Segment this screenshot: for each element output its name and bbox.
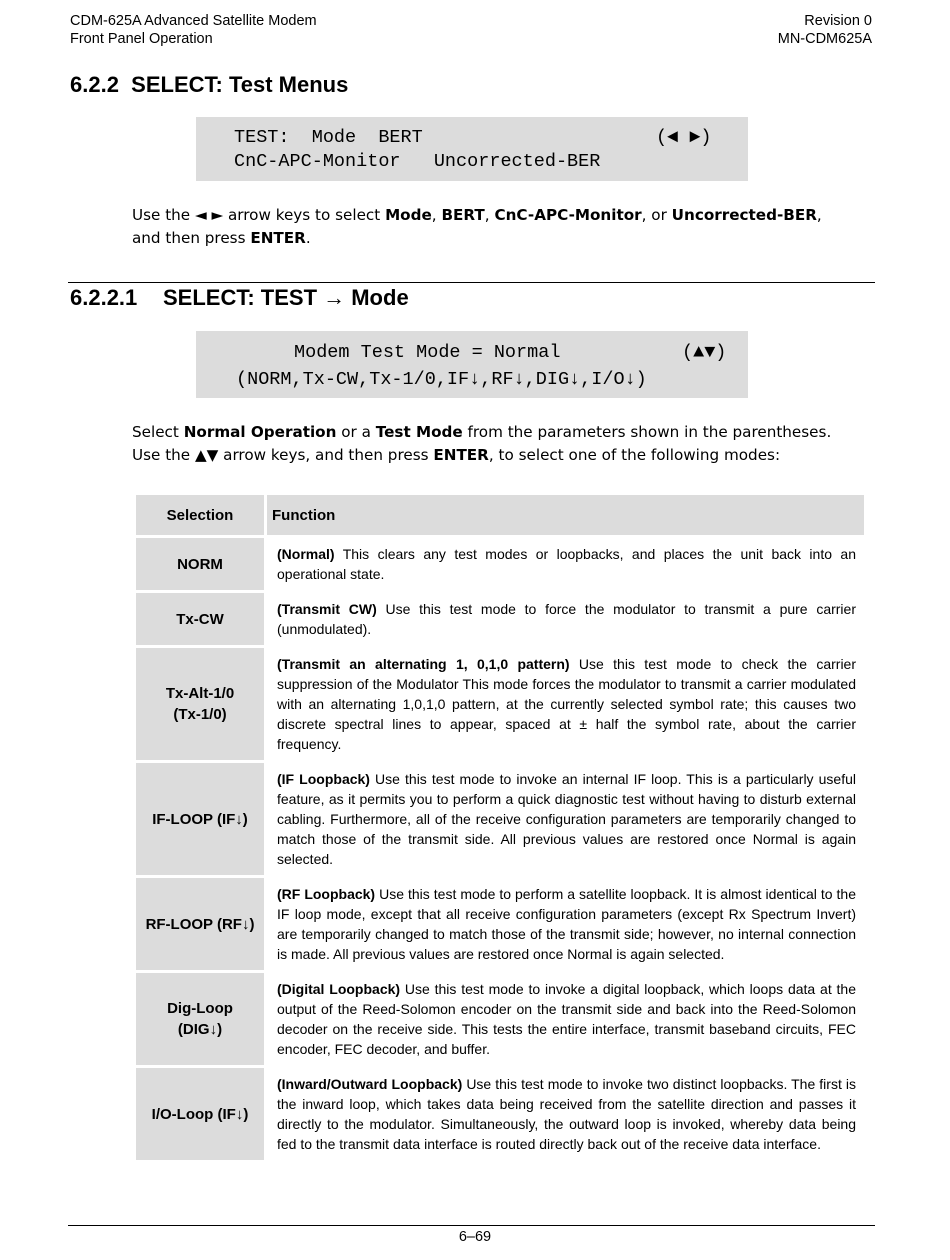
function-description: This clears any test modes or loopbacks, and places the unit back into an operational state. <box>277 546 856 582</box>
text-bold: Uncorrected-BER <box>671 206 817 224</box>
text: , or <box>641 206 672 224</box>
function-name: (RF Loopback) <box>277 886 376 902</box>
function-description: Use this test mode to perform a satellite loopback. It is almost identical to the IF loop mode, except that all receive configuration parameters (except Rx Spectrum Invert) are temporarily changed to match those of the transmit side; however, no internal connection is made. All previous values are restored once Normal is again selected. <box>277 886 856 962</box>
selection-label-alt: (Tx-1/0) <box>173 706 227 723</box>
text-bold: ENTER <box>250 229 306 247</box>
test-mode-table <box>133 492 867 1163</box>
selection-label: I/O-Loop (IF↓) <box>151 1105 249 1123</box>
section-number: 6.2.2 <box>70 72 119 97</box>
selection-cell <box>136 1068 264 1160</box>
text-bold: CnC-APC-Monitor <box>494 206 642 224</box>
selection-label: NORM <box>177 555 223 573</box>
table-row <box>136 1068 864 1160</box>
selection-label: Dig-Loop <box>167 1000 233 1017</box>
selection-label-alt: (DIG↓) <box>177 1021 223 1038</box>
text: . <box>305 229 311 247</box>
function-cell <box>267 538 864 590</box>
function-description: Use this test mode to invoke an internal IF loop. This is a particularly useful feature, as it permits you to perform a quick diagnostic test without having to disturb external cabling. Furthermore, all of the receive configuration parameters are temporarily changed to match those of the transmit side. All previous values are restored once Normal is again selected. <box>277 771 856 867</box>
footer-divider <box>68 1225 875 1226</box>
lcd-line-2: (NORM,Tx-CW,Tx-1/0,IF↓,RF↓,DIG↓,I/O↓) <box>236 369 647 390</box>
text-bold: Normal Operation <box>183 423 337 441</box>
lcd-line-1: TEST: Mode BERT <box>234 127 423 148</box>
lcd-display-test-menu <box>196 117 748 181</box>
subsection-number: 6.2.2.1 <box>70 285 138 310</box>
manual-number: MN-CDM625A <box>777 31 872 47</box>
section-divider <box>68 282 875 283</box>
selection-label: IF-LOOP (IF↓) <box>152 810 248 828</box>
function-description: Use this test mode to check the carrier suppression of the Modulator This mode forces the modulator to transmit a carrier modulated with an alternating 1,0,1,0 pattern, at the currently selected symbol rate; this causes two discrete spectral lines to appear, spaced at ± half the symbol rate, about the carrier frequency. <box>277 656 856 752</box>
text: from the parameters shown in the parentheses. Use the ▲▼ arrow keys, and then press <box>132 423 832 464</box>
text: , <box>484 206 495 224</box>
table-row <box>136 973 864 1065</box>
table-row <box>136 538 864 590</box>
text-bold: Test Mode <box>375 423 463 441</box>
text-bold: ENTER <box>433 446 489 464</box>
function-cell <box>267 878 864 970</box>
function-cell <box>267 1068 864 1160</box>
intro-paragraph <box>132 204 852 250</box>
table-row <box>136 763 864 875</box>
lcd-up-down-arrows: (▲▼) <box>682 342 727 363</box>
function-cell <box>267 763 864 875</box>
page-number: 6–69 <box>458 1229 492 1245</box>
function-name: (Inward/Outward Loopback) <box>277 1076 463 1092</box>
table-row <box>136 593 864 645</box>
function-name: (IF Loopback) <box>277 771 370 787</box>
function-name: (Transmit CW) <box>277 601 377 617</box>
selection-cell <box>136 763 264 875</box>
function-description: Use this test mode to invoke a digital loopback, which loops data at the output of the Reed-Solomon encoder on the transmit side and back into the Reed-Solomon decoder on the receive side. This tests the entire interface, transmit baseband circuits, FEC encoder, FEC decoder, and buffer. <box>277 981 856 1057</box>
lcd-line-2: CnC-APC-Monitor Uncorrected-BER <box>234 151 601 172</box>
function-cell <box>267 648 864 760</box>
header-right <box>778 12 872 48</box>
lcd-display-test-mode <box>196 331 748 398</box>
text: , <box>431 206 442 224</box>
text-bold: Mode <box>385 206 432 224</box>
column-header-function: Function <box>267 495 864 535</box>
chapter-title: Front Panel Operation <box>70 31 213 47</box>
function-name: (Digital Loopback) <box>277 981 401 997</box>
table-row <box>136 648 864 760</box>
selection-cell <box>136 593 264 645</box>
section-heading <box>70 72 348 98</box>
function-name: (Normal) <box>277 546 335 562</box>
revision: Revision 0 <box>804 13 872 29</box>
text: or a <box>336 423 376 441</box>
text-bold: BERT <box>441 206 485 224</box>
function-cell <box>267 593 864 645</box>
selection-cell <box>136 538 264 590</box>
selection-cell <box>136 973 264 1065</box>
mode-paragraph <box>132 421 852 467</box>
text: Use the ◄ ► arrow keys to select <box>132 206 386 224</box>
lcd-left-right-arrows: (◄ ►) <box>656 127 712 148</box>
function-description: Use this test mode to force the modulator to transmit a pure carrier (unmodulated). <box>277 601 856 637</box>
text: , and then press <box>132 206 822 247</box>
selection-label: RF-LOOP (RF↓) <box>145 915 255 933</box>
table-header-row <box>136 495 864 535</box>
selection-label: Tx-CW <box>176 610 224 628</box>
doc-title: CDM-625A Advanced Satellite Modem <box>70 13 317 29</box>
selection-label: Tx-Alt-1/0 <box>165 685 235 702</box>
selection-cell <box>136 648 264 760</box>
function-description: Use this test mode to invoke two distinct loopbacks. The first is the inward loop, which takes data being received from the satellite direction and passes it directly to the modulator. Simultaneously, the outward loop is invoked, whereby data being fed to the transmit data interface is routed directly back out of the receive data interface. <box>277 1076 856 1152</box>
lcd-line-1: Modem Test Mode = Normal <box>294 342 561 363</box>
function-name: (Transmit an alternating 1, 0,1,0 pattern) <box>277 656 570 672</box>
table-row <box>136 878 864 970</box>
section-title: SELECT: Test Menus <box>131 72 349 97</box>
text: , to select one of the following modes: <box>488 446 781 464</box>
function-cell <box>267 973 864 1065</box>
subsection-title: SELECT: TEST → Mode <box>163 285 409 310</box>
selection-cell <box>136 878 264 970</box>
subsection-heading <box>70 285 409 311</box>
header-left <box>70 12 317 48</box>
column-header-selection: Selection <box>136 495 264 535</box>
text: Select <box>132 423 184 441</box>
